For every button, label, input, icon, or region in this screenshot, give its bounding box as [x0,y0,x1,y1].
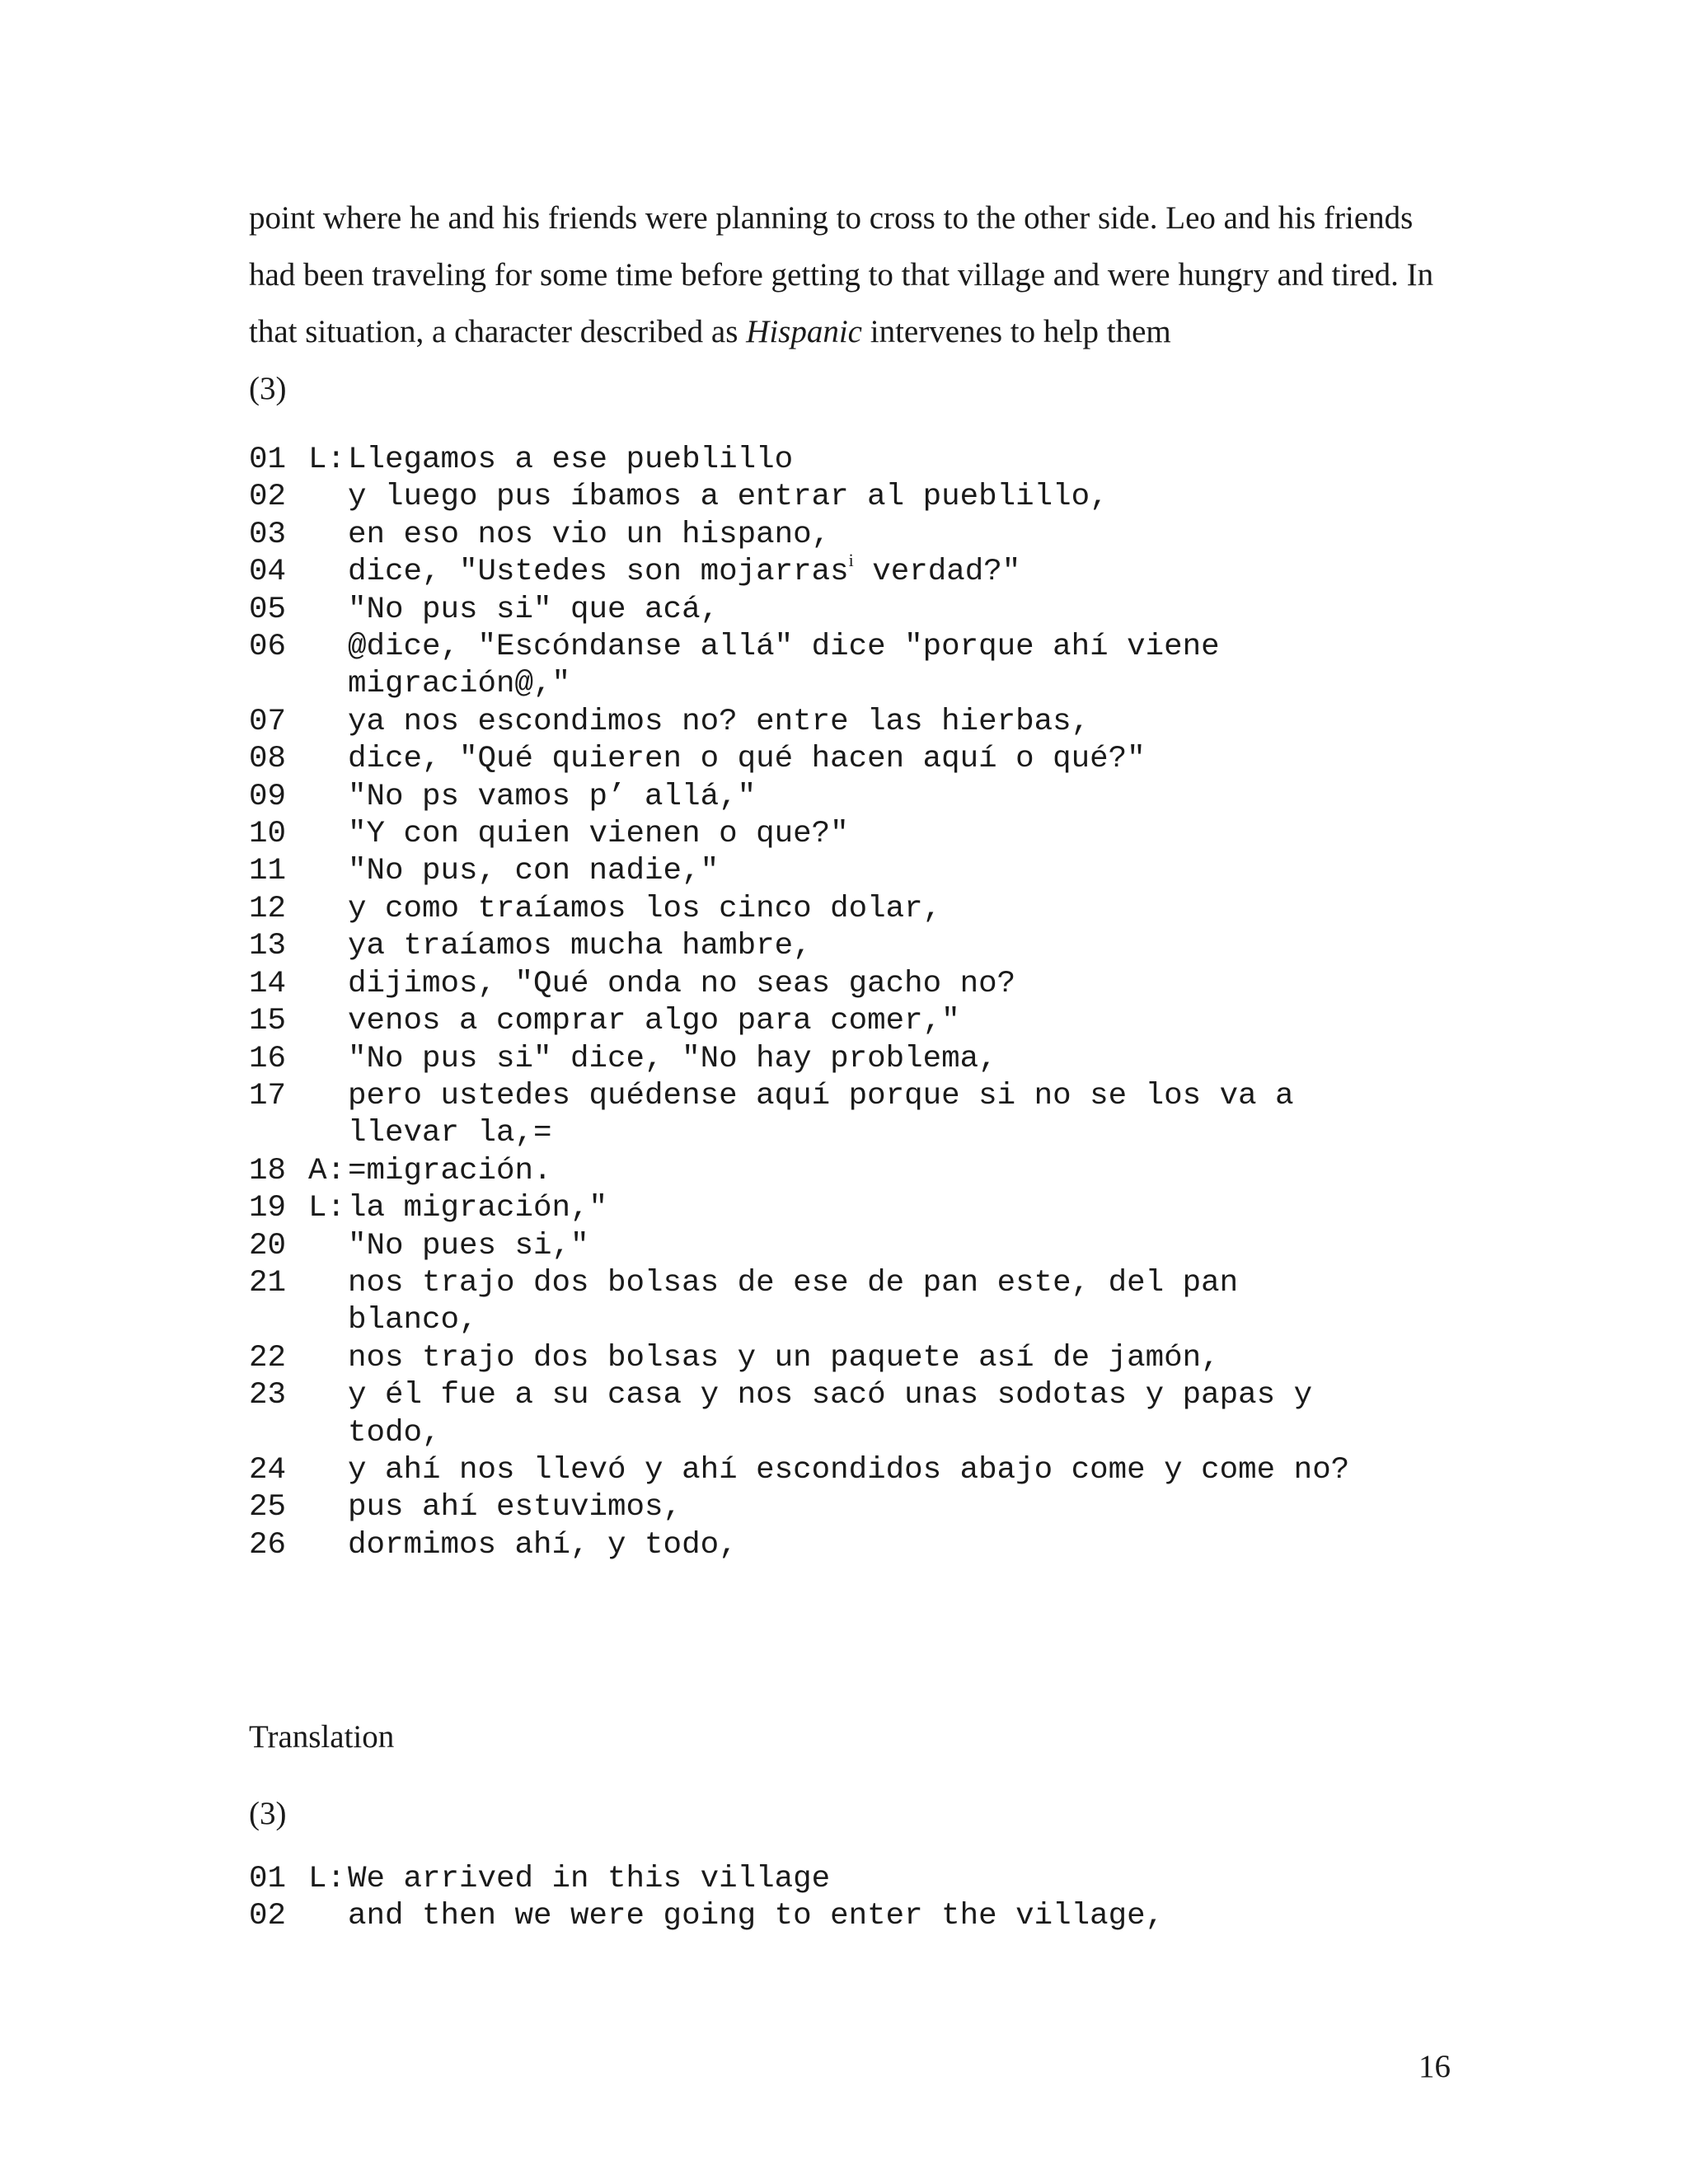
speaker-label: A: [308,1153,346,1188]
utterance-text [348,1489,1485,1526]
speaker-label [308,1340,348,1377]
transcript-line [249,1898,1485,1935]
line-number: 08 [249,742,287,777]
example-label: (3) [249,371,287,406]
line-number: 09 [249,779,287,814]
transcript-line [249,479,1485,516]
utterance-segment: ya nos escondimos no? entre las hierbas, [348,704,1090,739]
utterance-segment: dice, "Ustedes son mojarras [348,555,849,590]
line-number: 17 [249,1078,287,1113]
utterance-segment: pero ustedes quédense aquí porque si no se los va a [348,1078,1294,1113]
transcript-line-continuation [249,1415,1485,1452]
transcript-line [249,1153,1485,1190]
transcript-line [249,1340,1485,1377]
utterance-segment: en eso nos vio un hispano, [348,517,831,552]
speaker-label [308,816,348,853]
spanish-transcript [249,442,1485,1564]
line-number: 26 [249,1527,287,1563]
transcript-line [249,816,1485,853]
utterance-text [348,853,1485,890]
utterance-segment: "No pues si," [348,1228,589,1263]
transcript-line [249,592,1485,629]
line-number: 12 [249,891,287,926]
utterance-text [348,816,1485,853]
utterance-text [348,966,1485,1003]
utterance-segment: y ahí nos llevó y ahí escondidos abajo come y come no? [348,1452,1350,1488]
transcript-line [249,1228,1485,1265]
transcript-line [249,853,1485,890]
translation-example-label: (3) [249,1796,287,1831]
transcript-line [249,442,1485,479]
line-number: 19 [249,1191,287,1226]
speaker-label [308,928,348,965]
utterance-text [348,928,1485,965]
speaker-label [308,779,348,816]
line-number: 04 [249,555,287,590]
utterance-text [348,550,1485,591]
utterance-text [348,1190,1485,1227]
transcript-line [249,1003,1485,1040]
speaker-label [308,1452,348,1489]
utterance-text [348,1078,1485,1115]
utterance-text [348,891,1485,928]
utterance-segment: dice, "Qué quieren o qué hacen aquí o qué?" [348,742,1146,777]
utterance-segment: nos trajo dos bolsas de ese de pan este, del pan [348,1265,1239,1301]
transcript-line [249,779,1485,816]
utterance-segment: migración@," [348,667,571,702]
utterance-text [348,1377,1485,1414]
utterance-text [348,442,1485,479]
utterance-text [348,1115,1485,1152]
utterance-segment: "No pus, con nadie," [348,854,720,889]
utterance-segment-after-footnote: verdad?" [853,555,1021,590]
speaker-label [308,891,348,928]
line-number: 03 [249,517,287,552]
speaker-label: L: [308,443,346,477]
utterance-text [348,666,1485,703]
utterance-segment: blanco, [348,1303,478,1338]
utterance-segment: todo, [348,1415,441,1451]
line-number: 05 [249,592,287,627]
speaker-label [308,1265,348,1302]
transcript-line [249,891,1485,928]
utterance-text [348,1898,1485,1935]
speaker-label [308,1228,348,1265]
speaker-label [308,1898,348,1935]
transcript-line [249,1041,1485,1078]
line-number: 21 [249,1265,287,1301]
speaker-label [308,479,348,516]
transcript-line [249,1377,1485,1414]
transcript-line [249,517,1485,554]
utterance-segment: dormimos ahí, y todo, [348,1527,738,1563]
transcript-line [249,1452,1485,1489]
transcript-line [249,928,1485,965]
speaker-label [308,741,348,778]
line-number: 24 [249,1452,287,1488]
speaker-label [308,1078,348,1115]
line-number: 01 [249,1862,287,1896]
speaker-label [308,629,348,666]
transcript-line [249,629,1485,666]
speaker-label [308,554,348,591]
utterance-text [348,1228,1485,1265]
line-number: 01 [249,443,287,477]
translation-heading: Translation [249,1719,395,1755]
transcript-line-continuation [249,666,1485,703]
utterance-text [348,1415,1485,1452]
utterance-segment: la migración," [348,1191,608,1226]
speaker-label [308,853,348,890]
utterance-text [348,779,1485,816]
utterance-text [348,1861,1485,1898]
intro-text-before: point where he and his friends were planning to cross to the other side. Leo and his friends had been traveling for some time before getting to that village and were hungry and tired. In that situation, a character described as [249,200,1434,349]
speaker-label: L: [308,1862,346,1896]
intro-paragraph [249,190,1452,417]
speaker-label [308,517,348,554]
speaker-label [308,1377,348,1414]
utterance-segment: We arrived in this village [348,1862,831,1896]
footnote-marker[interactable]: i [848,550,854,571]
speaker-label [308,1041,348,1078]
transcript-line [249,1489,1485,1526]
page-number: 16 [1418,2049,1451,2084]
transcript-line [249,1861,1485,1898]
line-number: 20 [249,1228,287,1263]
utterance-text [348,704,1485,741]
utterance-segment: "No pus si" que acá, [348,592,720,627]
utterance-segment: y él fue a su casa y nos sacó unas sodotas y papas y [348,1378,1313,1413]
line-number: 22 [249,1340,287,1376]
utterance-text [348,741,1485,778]
utterance-segment: y como traíamos los cinco dolar, [348,891,942,926]
line-number: 14 [249,966,287,1001]
line-number: 18 [249,1153,287,1188]
line-number: 06 [249,630,287,665]
utterance-text [348,1003,1485,1040]
transcript-line [249,704,1485,741]
line-number: 25 [249,1490,287,1526]
utterance-segment: dijimos, "Qué onda no seas gacho no? [348,966,1016,1001]
utterance-text [348,479,1485,516]
speaker-label [308,1527,348,1564]
transcript-line [249,1265,1485,1302]
speaker-label [308,704,348,741]
utterance-text [348,1153,1485,1190]
utterance-segment: ya traíamos mucha hambre, [348,929,812,964]
utterance-text [348,1265,1485,1302]
utterance-text [348,1452,1485,1489]
intro-text-after: intervenes to help them [861,314,1171,349]
transcript-line [249,1527,1485,1564]
speaker-label [308,1003,348,1040]
transcript-line-continuation [249,1302,1485,1339]
line-number: 02 [249,480,287,515]
utterance-text [348,629,1485,666]
utterance-segment: "No ps vamos p’ allá," [348,779,757,814]
utterance-segment: and then we were going to enter the village, [348,1899,1165,1934]
transcript-line [249,1190,1485,1227]
utterance-text [348,1041,1485,1078]
transcript-line [249,741,1485,778]
utterance-segment: "Y con quien vienen o que?" [348,817,849,852]
line-number: 23 [249,1378,287,1413]
transcript-line [249,1078,1485,1115]
utterance-segment: pus ahí estuvimos, [348,1490,682,1526]
line-number: 16 [249,1041,287,1076]
transcript-line-continuation [249,1115,1485,1152]
utterance-text [348,592,1485,629]
speaker-label: L: [308,1191,346,1226]
utterance-segment: llevar la,= [348,1116,552,1151]
utterance-segment: "No pus si" dice, "No hay problema, [348,1041,997,1076]
line-number: 11 [249,854,287,889]
speaker-label [308,1489,348,1526]
utterance-segment: nos trajo dos bolsas y un paquete así de jamón, [348,1340,1220,1376]
utterance-text [348,517,1485,554]
utterance-text [348,1302,1485,1339]
line-number: 13 [249,929,287,964]
utterance-segment: =migración. [348,1153,552,1188]
line-number: 15 [249,1004,287,1039]
utterance-segment: Llegamos a ese pueblillo [348,443,794,477]
line-number: 07 [249,704,287,739]
utterance-segment: y luego pus íbamos a entrar al pueblillo, [348,480,1109,515]
transcript-line [249,966,1485,1003]
line-number: 10 [249,817,287,852]
speaker-label [308,966,348,1003]
transcript-line [249,550,1485,591]
speaker-label [308,592,348,629]
intro-emphasis: Hispanic [746,314,862,349]
english-translation [249,1861,1485,1936]
utterance-segment: venos a comprar algo para comer," [348,1004,960,1039]
utterance-segment: @dice, "Escóndanse allá" dice "porque ahí viene [348,630,1220,665]
line-number: 02 [249,1899,287,1934]
utterance-text [348,1340,1485,1377]
utterance-text [348,1527,1485,1564]
